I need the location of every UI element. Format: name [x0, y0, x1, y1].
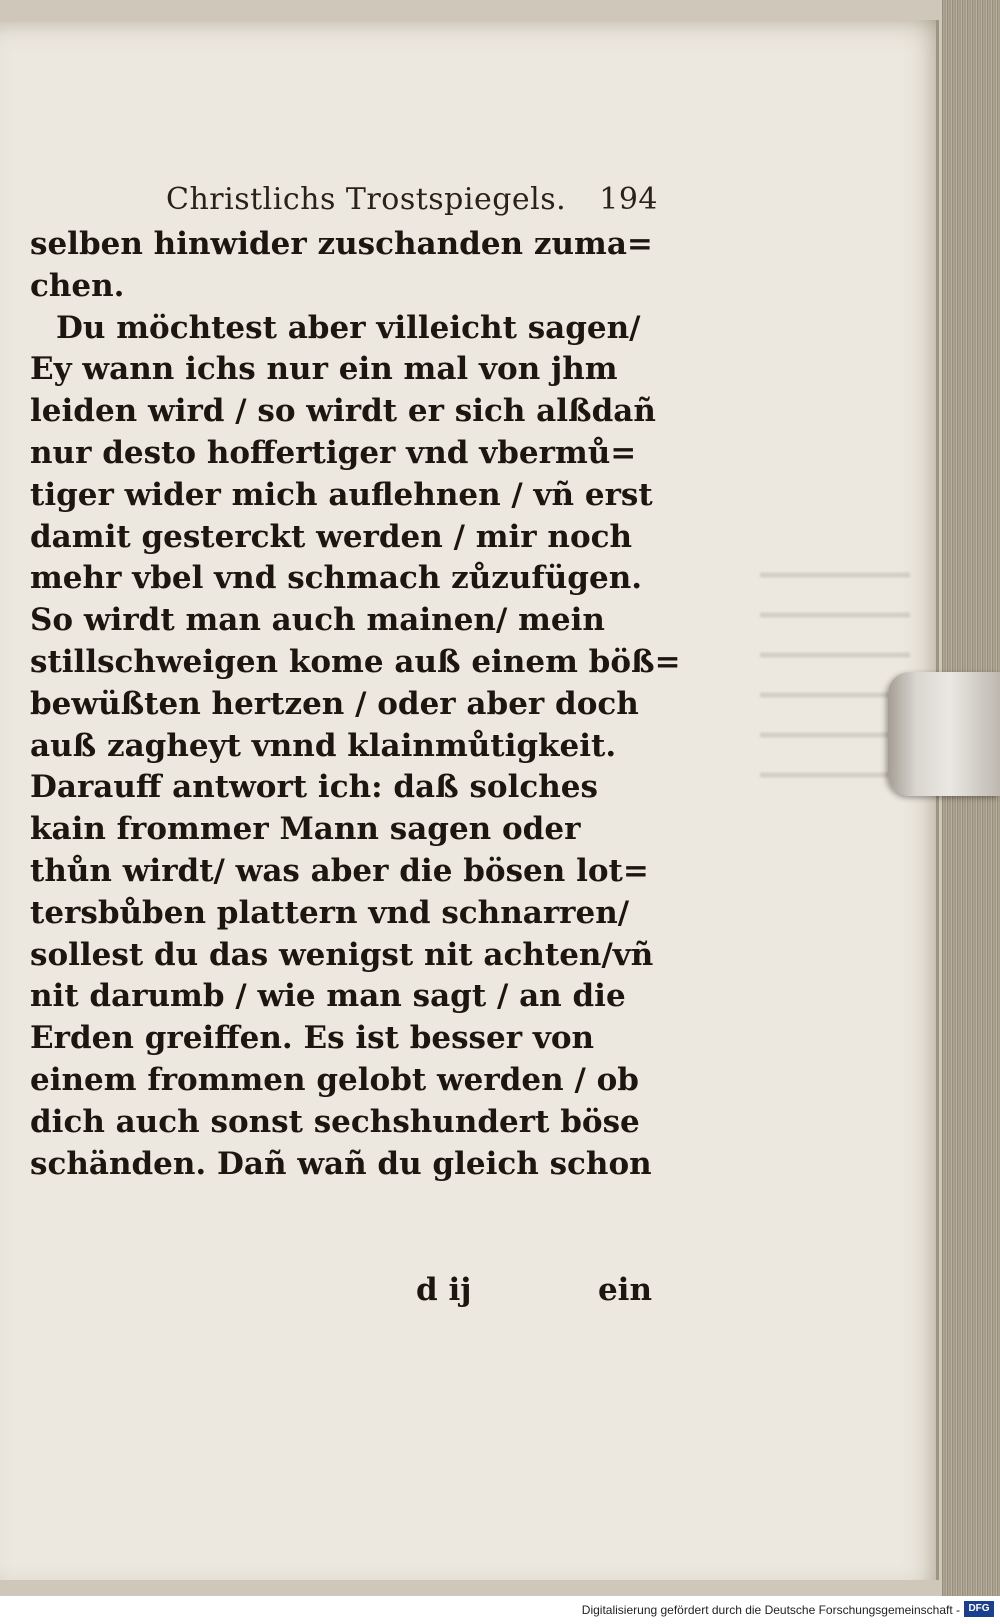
text-line: Ey wann ichs nur ein mal von jhm — [30, 351, 618, 388]
signature-line — [30, 1272, 658, 1316]
text-line: tiger wider mich auflehnen / vñ erst — [30, 476, 653, 513]
text-line: mehr vbel vnd schmach zůzufügen. — [30, 560, 643, 597]
text-line: tersbůben plattern vnd schnarren/ — [30, 894, 630, 931]
text-line: So wirdt man auch mainen/ mein — [30, 602, 605, 639]
page-clip — [888, 672, 1000, 796]
catchword: ein — [597, 1272, 652, 1308]
text-line: Darauff antwort ich: daß solches — [30, 769, 598, 806]
text-line: damit gesterckt werden / mir noch — [30, 518, 633, 555]
dfg-logo: DFG — [964, 1601, 994, 1617]
text-line: Erden greiffen. Es ist besser von — [30, 1020, 595, 1057]
text-line: nur desto hoffertiger vnd vbermů= — [30, 434, 637, 471]
text-line: selben hinwider zuschanden zuma= — [30, 226, 653, 262]
digitization-footer — [0, 1596, 1000, 1624]
running-title: Christlichs Trostspiegels. — [166, 182, 567, 217]
text-line: einem frommen gelobt werden / ob — [30, 1061, 639, 1098]
text-line: bewüßten hertzen / oder aber doch — [30, 685, 639, 722]
text-line: stillschweigen kome auß einem böß= — [30, 643, 681, 680]
page-number: 194 — [599, 182, 658, 217]
text-line: thůn wirdt/ was aber die bösen lot= — [30, 852, 649, 889]
book-page — [0, 20, 939, 1580]
text-line: chen. — [30, 267, 125, 304]
text-line: sollest du das wenigst nit achten/vñ — [30, 936, 654, 973]
text-line: auß zagheyt vnnd klainmůtigkeit. — [30, 727, 617, 764]
text-line: schänden. Dañ wañ du gleich schon — [30, 1145, 652, 1182]
body-text — [30, 224, 681, 1185]
text-line: kain frommer Mann sagen oder — [30, 811, 581, 848]
running-header — [166, 182, 658, 222]
signature-mark: d ij — [416, 1272, 472, 1308]
text-line: Du möchtest aber villeicht sagen/ — [56, 309, 641, 346]
funding-credit: Digitalisierung gefördert durch die Deutsche Forschungsgemeinschaft - — [581, 1603, 960, 1617]
text-line: nit darumb / wie man sagt / an die — [30, 978, 626, 1015]
book-fore-edge — [942, 0, 1000, 1596]
text-line: dich auch sonst sechshundert böse — [30, 1103, 640, 1140]
text-line: leiden wird / so wirdt er sich alßdañ — [30, 393, 656, 430]
